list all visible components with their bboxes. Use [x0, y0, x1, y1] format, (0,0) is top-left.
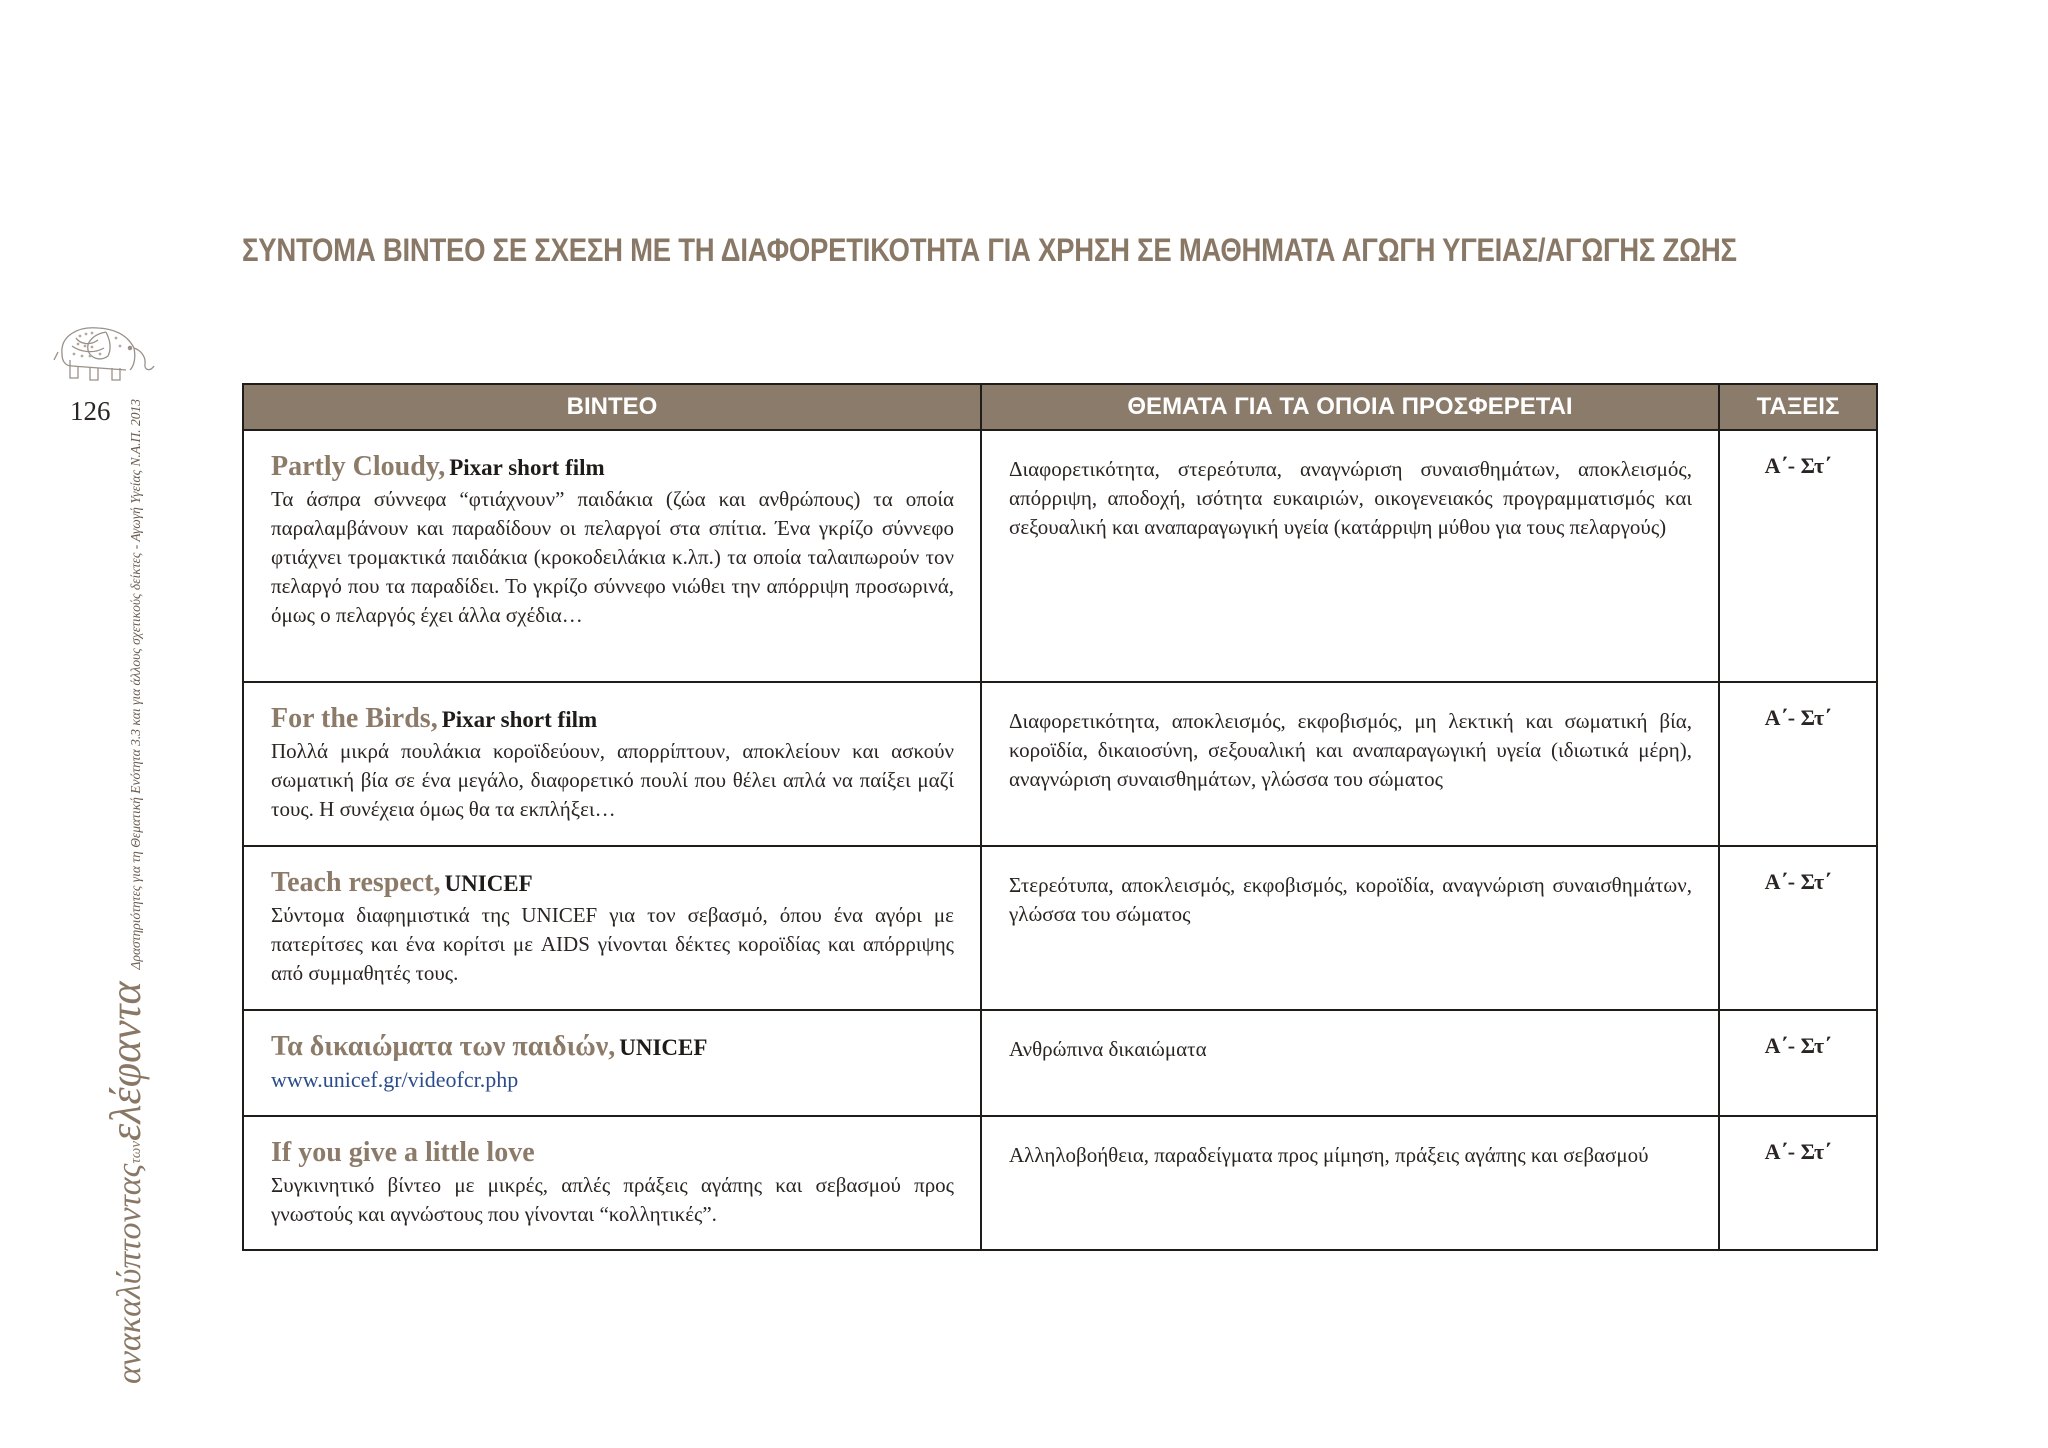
video-cell	[243, 1010, 981, 1116]
video-description: Τα άσπρα σύννεφα “φτιάχνουν” παιδάκια (ζώα και ανθρώπους) τα οποία παραλαμβάνουν και παραδίδουν οι πελαργοί στα σπίτια. Ένα γκρίζο σύννεφο φτιάχνει τρομακτικά παιδάκια (κροκοδειλάκια κ.λπ.) τα οποία ταλαιπωρούν τον πελαργό που τα παραδίδει. Το γκρίζο σύννεφο νιώθει την απόρριψη προσωρινά, όμως ο πελαργός έχει άλλα σχέδια…	[271, 487, 954, 627]
video-title: Τα δικαιώματα των παιδιών,	[271, 1031, 616, 1062]
video-description: Σύντομα διαφημιστικά της UNICEF για τον σεβασμό, όπου ένα αγόρι με πατερίτσες και ένα κορίτσι με AIDS γίνονται δέκτες κοροϊδίας και απόρριψης από συμμαθητές τους.	[271, 903, 954, 985]
grades-cell: Α΄- Στ΄	[1719, 1010, 1877, 1116]
video-heading	[271, 1031, 954, 1063]
video-cell	[243, 430, 981, 682]
table-row	[243, 430, 1877, 682]
video-source: Pixar short film	[441, 707, 598, 732]
table-row	[243, 682, 1877, 846]
video-title: If you give a little love	[271, 1137, 535, 1168]
topics-cell: Αλληλοβοήθεια, παραδείγματα προς μίμηση, πράξεις αγάπης και σεβασμού	[981, 1116, 1719, 1250]
table-row	[243, 846, 1877, 1010]
header-topics: ΘΕΜΑΤΑ ΓΙΑ ΤΑ ΟΠΟΙΑ ΠΡΟΣΦΕΡΕΤΑΙ	[981, 384, 1719, 430]
video-cell	[243, 1116, 981, 1250]
topics-cell: Διαφορετικότητα, αποκλεισμός, εκφοβισμός, μη λεκτική και σωματική βία, κοροϊδία, δικαιοσύνη, σεξουαλική και αναπαραγωγική υγεία (ιδιωτικά μέρη), αναγνώριση συναισθημάτων, γλώσσα του σώματος	[981, 682, 1719, 846]
series-sidebar	[100, 399, 151, 1384]
video-title: Partly Cloudy,	[271, 451, 446, 482]
page-number: 126	[70, 396, 111, 426]
brand-word-3: ελέφαντα	[101, 981, 150, 1141]
grades-cell: Α΄- Στ΄	[1719, 430, 1877, 682]
video-description: Πολλά μικρά πουλάκια κοροϊδεύουν, απορρίπτουν, αποκλείουν και ασκούν σωματική βία σε ένα μεγάλο, διαφορετικό πουλί που θέλει απλά να παίξει μαζί τους. Η συνέχεια όμως θα τα εκπλήξει…	[271, 739, 954, 821]
video-source: UNICEF	[444, 871, 533, 896]
elephant-icon	[50, 314, 160, 386]
video-source: UNICEF	[619, 1035, 708, 1060]
topics-cell: Διαφορετικότητα, στερεότυπα, αναγνώριση συναισθημάτων, αποκλεισμός, απόρριψη, αποδοχή, ισότητα ευκαιριών, οικογενειακός προγραμματισμός και σεξουαλική και αναπαραγωγική υγεία (κατάρριψη μύθου για τους πελαργούς)	[981, 430, 1719, 682]
video-cell	[243, 846, 981, 1010]
header-video: ΒΙΝΤΕΟ	[243, 384, 981, 430]
header-grades: ΤΑΞΕΙΣ	[1719, 384, 1877, 430]
series-brand	[101, 981, 150, 1384]
series-subtitle: Δραστηριότητες για τη Θεματική Ενότητα 3.3 και για άλλους σχετικούς δείκτες - Αγωγή Υγείας Ν.Α.Π. 2013	[128, 399, 143, 970]
table-body	[243, 430, 1877, 1250]
table-row	[243, 1010, 1877, 1116]
video-heading	[271, 1137, 954, 1169]
video-heading	[271, 867, 954, 899]
grades-cell: Α΄- Στ΄	[1719, 846, 1877, 1010]
video-heading	[271, 703, 954, 735]
video-description: Συγκινητικό βίντεο με μικρές, απλές πράξεις αγάπης και σεβασμού προς γνωστούς και αγνώστους που γίνονται “κολλητικές”.	[271, 1173, 954, 1226]
topics-cell: Στερεότυπα, αποκλεισμός, εκφοβισμός, κοροϊδία, αναγνώριση συναισθημάτων, γλώσσα του σώματος	[981, 846, 1719, 1010]
video-link[interactable]: www.unicef.gr/videofcr.php	[271, 1067, 519, 1092]
video-title: Teach respect,	[271, 867, 441, 898]
video-source: Pixar short film	[449, 455, 605, 480]
video-title: For the Birds,	[271, 703, 438, 734]
grades-cell: Α΄- Στ΄	[1719, 1116, 1877, 1250]
topics-cell: Ανθρώπινα δικαιώματα	[981, 1010, 1719, 1116]
table-row	[243, 1116, 1877, 1250]
brand-word-1: ανακαλύπτοντας	[111, 1163, 148, 1384]
video-cell	[243, 682, 981, 846]
table-header-row	[243, 384, 1877, 430]
brand-word-2: των	[128, 1140, 144, 1164]
grades-cell: Α΄- Στ΄	[1719, 682, 1877, 846]
video-heading	[271, 451, 954, 483]
page-title: ΣΥΝΤΟΜΑ ΒΙΝΤΕΟ ΣΕ ΣΧΕΣΗ ΜΕ ΤΗ ΔΙΑΦΟΡΕΤΙΚΟΤΗΤΑ ΓΙΑ ΧΡΗΣΗ ΣΕ ΜΑΘΗΜΑΤΑ ΑΓΩΓΗ ΥΓΕΙΑΣ/ΑΓΩΓΗΣ ΖΩΗΣ	[242, 232, 1737, 268]
video-table	[242, 383, 1878, 1251]
